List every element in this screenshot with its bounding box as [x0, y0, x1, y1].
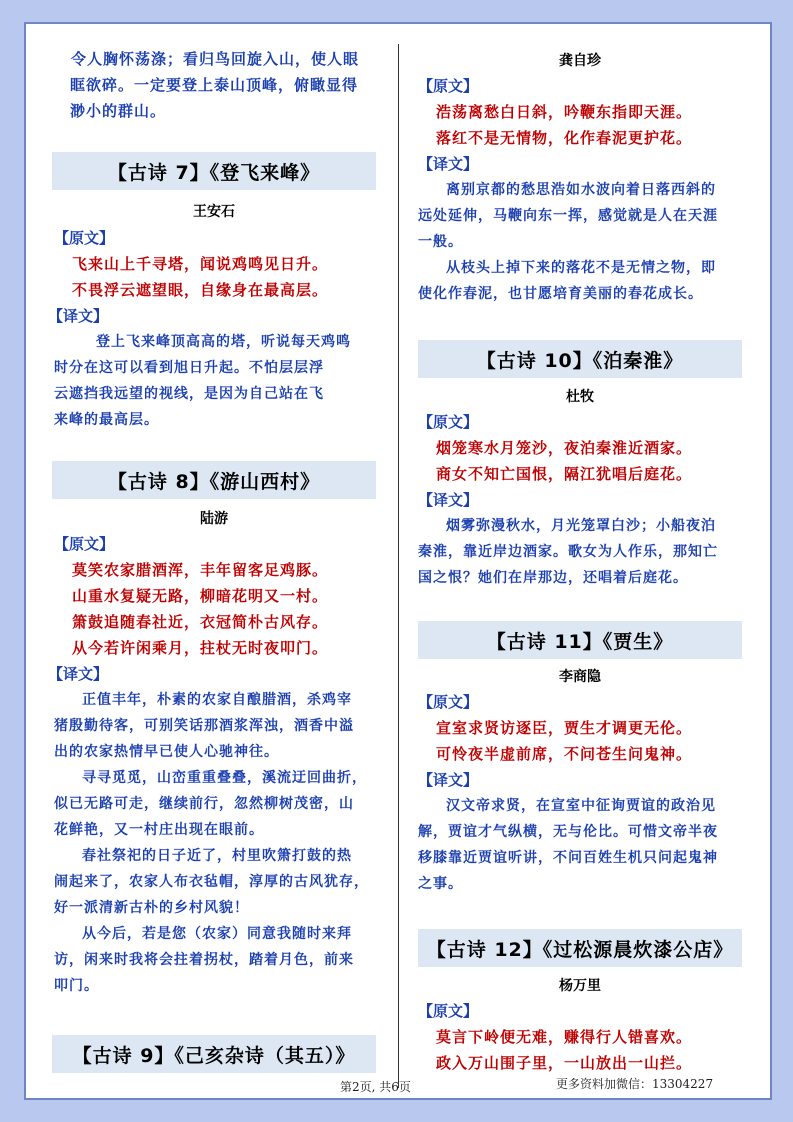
poem-line: 烟笼寒水月笼沙，夜泊秦淮近酒家。	[436, 439, 693, 457]
translation-line: 一般。	[418, 234, 463, 250]
translation-line: 似已无路可走，继续前行，忽然柳树茂密，山	[54, 796, 354, 812]
translation-line: 花鲜艳，又一村庄出现在眼前。	[54, 822, 264, 838]
original-label: 【原文】	[418, 1002, 479, 1020]
translation-label: 【译文】	[48, 665, 109, 683]
poem11-author: 李商隐	[559, 669, 601, 685]
poem-line: 不畏浮云遮望眼，自缘身在最高层。	[72, 281, 329, 299]
poem7-body	[48, 225, 394, 433]
translation-line: 秦淮，靠近岸边酒家。歌女为人作乐，那知亡	[418, 544, 718, 560]
intro-line: 令人胸怀荡涤；看归鸟回旋入山，使人眼	[71, 50, 360, 68]
translation-line: 好一派清新古朴的乡村风貌！	[54, 900, 249, 916]
translation-label: 【译文】	[418, 491, 479, 509]
poem-line: 浩荡离愁白日斜，吟鞭东指即天涯。	[436, 103, 693, 121]
translation-line: 出的农家热情早已使人心驰神往。	[54, 744, 279, 760]
poem-line: 从今若许闲乘月，拄杖无时夜叩门。	[72, 639, 329, 657]
translation-line: 登上飞来峰顶高高的塔，听说每天鸡鸣	[96, 334, 351, 350]
poem12-title: 【古诗 12】《过松源晨炊漆公店》	[418, 929, 742, 967]
poem-line: 可怜夜半虚前席，不问苍生问鬼神。	[436, 745, 693, 763]
intro-text	[56, 46, 386, 124]
original-label: 【原文】	[418, 413, 479, 431]
poem11-title: 【古诗 11】《贾生》	[418, 621, 742, 659]
poem9-body	[418, 73, 754, 307]
poem-line: 落红不是无情物，化作春泥更护花。	[436, 129, 693, 147]
poem-line: 山重水复疑无路，柳暗花明又一村。	[72, 587, 329, 605]
poem9-author: 龚自珍	[559, 53, 601, 69]
translation-line: 远处延伸，马鞭向东一挥，感觉就是人在天涯	[418, 208, 718, 224]
poem9-title: 【古诗 9】《己亥杂诗（其五）》	[52, 1035, 376, 1073]
poem-line: 飞来山上千寻塔，闻说鸡鸣见日升。	[72, 255, 329, 273]
poem7-title: 【古诗 7】《登飞来峰》	[52, 152, 376, 190]
translation-line: 国之恨？她们在岸那边，还唱着后庭花。	[418, 570, 688, 586]
original-label: 【原文】	[54, 535, 115, 553]
poem-line: 莫笑农家腊酒浑，丰年留客足鸡豚。	[72, 561, 329, 579]
poem-line: 莫言下岭便无难，赚得行人错喜欢。	[436, 1028, 693, 1046]
translation-line: 从枝头上掉下来的落花不是无情之物，即	[446, 260, 716, 276]
translation-line: 时分在这可以看到旭日升起。不怕层层浮	[54, 360, 324, 376]
translation-line: 猪殷勤待客，可别笑话那酒浆浑浊，酒香中溢	[54, 718, 354, 734]
poem7-author: 王安石	[193, 204, 235, 220]
poem8-title: 【古诗 8】《游山西村》	[52, 461, 376, 499]
poem-line: 政入万山围子里，一山放出一山拦。	[436, 1054, 693, 1072]
translation-line: 移膝靠近贾谊听讲，不问百姓生机只问起鬼神	[418, 850, 718, 866]
poem10-author: 杜牧	[566, 389, 594, 405]
translation-line: 解，贾谊才气纵横，无与伦比。可惜文帝半夜	[418, 824, 718, 840]
poem12-author: 杨万里	[559, 978, 601, 994]
translation-line: 寻寻觅觅，山峦重重叠叠，溪流迂回曲折，	[82, 770, 367, 786]
poem-line: 商女不知亡国恨，隔江犹唱后庭花。	[436, 465, 693, 483]
translation-line: 来峰的最高层。	[54, 412, 159, 428]
translation-line: 春社祭祀的日子近了，村里吹箫打鼓的热	[82, 848, 352, 864]
poem-line: 箫鼓追随春社近，衣冠简朴古风存。	[72, 613, 329, 631]
translation-line: 离别京都的愁思浩如水波向着日落西斜的	[446, 182, 716, 198]
page-number: 第2页, 共6页	[340, 1080, 411, 1094]
translation-line: 使化作春泥，也甘愿培育美丽的春花成长。	[418, 286, 703, 302]
translation-line: 汉文帝求贤，在宣室中征询贾谊的政治见	[446, 798, 716, 814]
translation-line: 从今后，若是您（农家）同意我随时来拜	[82, 926, 352, 942]
poem8-author: 陆游	[200, 511, 228, 527]
poem10-title: 【古诗 10】《泊秦淮》	[418, 340, 742, 378]
original-label: 【原文】	[418, 693, 479, 711]
poem10-body	[418, 409, 754, 591]
poem11-body	[418, 689, 754, 897]
translation-line: 正值丰年，朴素的农家自酿腊酒，杀鸡宰	[82, 692, 352, 708]
translation-line: 访，闲来时我将会拄着拐杖，踏着月色，前来	[54, 952, 354, 968]
poem-line: 宣室求贤访逐臣，贾生才调更无伦。	[436, 719, 693, 737]
intro-line: 眶欲碎。一定要登上泰山顶峰，俯瞰显得	[70, 76, 359, 94]
translation-label: 【译文】	[48, 307, 109, 325]
poem12-body	[418, 998, 754, 1076]
translation-line: 之事。	[418, 876, 463, 892]
column-divider	[398, 44, 399, 1088]
translation-label: 【译文】	[418, 771, 479, 789]
translation-line: 云遮挡我远望的视线，是因为自己站在飞	[54, 386, 324, 402]
translation-line: 闹起来了，农家人布衣毡帽，淳厚的古风犹存，	[54, 874, 369, 890]
translation-line: 叩门。	[54, 978, 99, 994]
original-label: 【原文】	[418, 77, 479, 95]
contact-note: 更多资料加微信：13304227	[556, 1077, 714, 1091]
intro-line: 渺小的群山。	[70, 102, 167, 120]
translation-line: 烟雾弥漫秋水，月光笼罩白沙；小船夜泊	[446, 518, 716, 534]
poem8-body	[48, 531, 394, 999]
original-label: 【原文】	[54, 229, 115, 247]
translation-label: 【译文】	[418, 155, 479, 173]
